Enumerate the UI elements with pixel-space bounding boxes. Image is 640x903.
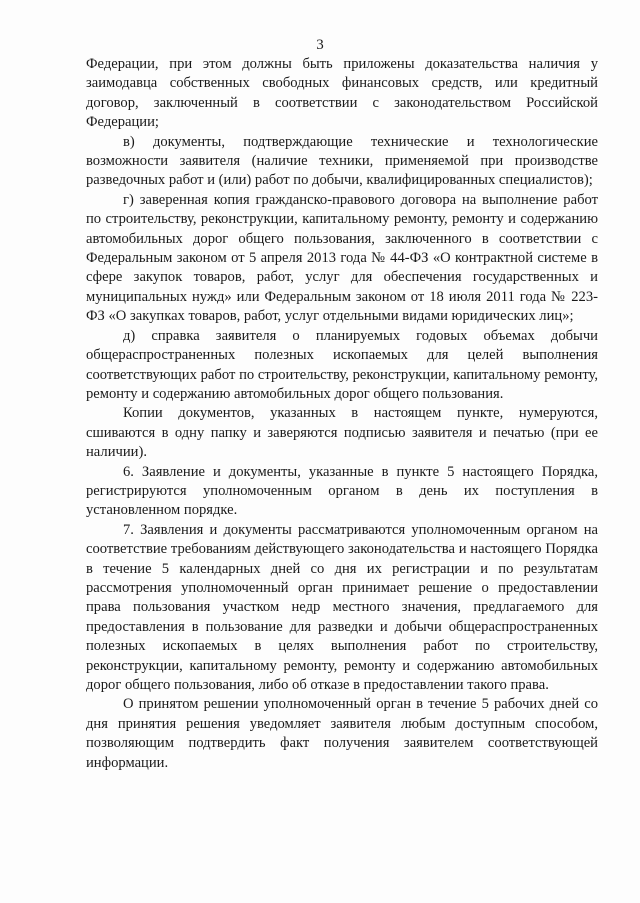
paragraph-item-d: д) справка заявителя о планируемых годовых объемах добычи общераспространенных полезных ископаемых для целей выполнения соответствующих работ по строительству, реконструкции, капитальному ремонту, ремонту и содержанию автомобильных дорог общего пользования. [86,327,598,402]
paragraph-item-g: г) заверенная копия гражданско-правового договора на выполнение работ по строительству, реконструкции, капитальному ремонту, ремонту и содержанию автомобильных дорог общего пользования, заключенного в соответствии с Федеральным законом от 5 апреля 2013 года № 44-ФЗ «О контрактной системе в сфере закупок товаров, работ, услуг для обеспечения государственных и муниципальных нужд» или Федеральным законом от 18 июля 2011 года № 223-ФЗ «О закупках товаров, работ, услуг отдельными видами юридических лиц»; [86,191,598,325]
paragraph-copies: Копии документов, указанных в настоящем пункте, нумеруются, сшиваются в одну папку и заверяются подписью заявителя и печатью (при ее наличии). [86,405,598,461]
document-body [86,55,598,773]
page-number: 3 [316,37,324,53]
paragraph-notification: О принятом решении уполномоченный орган в течение 5 рабочих дней со дня принятия решения уведомляет заявителя любым доступным способом, позволяющим подтвердить факт получения заявителем соответствующей информации. [86,696,598,771]
paragraph-item-v: в) документы, подтверждающие технические и технологические возможности заявителя (наличие техники, применяемой при производстве разведочных работ и (или) работ по добычи, квалифицированных специалистов); [86,133,598,189]
paragraph-clause-7: 7. Заявления и документы рассматриваются уполномоченным органом на соответствие требованиям действующего законодательства и настоящего Порядка в течение 5 календарных дней со дня их регистрации и по результатам рассмотрения уполномоченный орган принимает решение о предоставлении права пользования участком недр местного значения, предлагаемого для предоставления в пользование для разведки и добычи общераспространенных полезных ископаемых в целях выполнения работ по строительству, реконструкции, капитальному ремонту, ремонту и содержанию автомобильных дорог общего пользования, либо об отказе в предоставлении такого права. [86,521,598,693]
paragraph-clause-6: 6. Заявление и документы, указанные в пункте 5 настоящего Порядка, регистрируются уполномоченным органом в день их поступления в установленном порядке. [86,463,598,519]
paragraph-financing-continued: Федерации, при этом должны быть приложены доказательства наличия у заимодавца собственных свободных финансовых средств, или кредитный договор, заключенный в соответствии с законодательством Российской Федерации; [86,56,598,131]
